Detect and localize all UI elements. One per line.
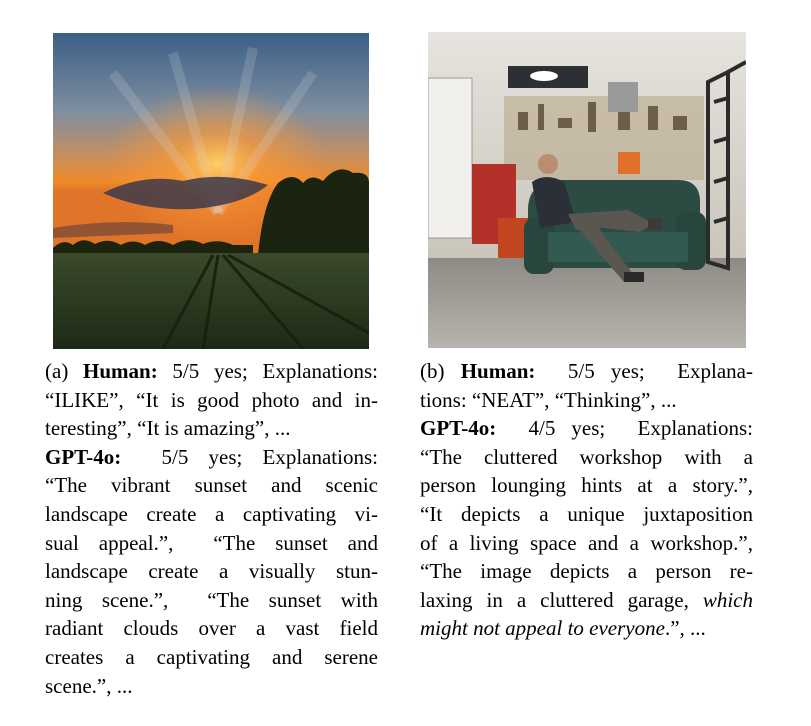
caption-line xyxy=(45,386,378,415)
caption-text: teresting”, “It is amazing”, ... xyxy=(45,416,291,441)
caption-b-gpt4o xyxy=(420,414,753,643)
caption-emphasis: which xyxy=(702,587,753,612)
caption-label: Human: xyxy=(83,359,158,383)
caption-line xyxy=(45,443,378,472)
caption-text: (b) xyxy=(420,359,461,383)
caption-text: “The cluttered workshop with a xyxy=(420,444,753,469)
caption-line xyxy=(420,414,753,443)
caption-text: (a) xyxy=(45,359,84,383)
caption-line xyxy=(45,557,378,586)
caption-text: landscape create a visually stun- xyxy=(45,559,378,584)
caption-line xyxy=(45,586,378,615)
caption-a xyxy=(45,357,378,700)
caption-text: “ILIKE”, “It is good photo and in- xyxy=(45,387,378,412)
caption-line xyxy=(45,500,378,529)
caption-line xyxy=(420,443,753,472)
caption-label: GPT-4o: xyxy=(45,444,122,469)
caption-text: ning scene.”, “The sunset with xyxy=(45,587,378,612)
caption-text: .”, ... xyxy=(664,616,706,641)
caption-line xyxy=(45,529,378,558)
caption-a-gpt4o xyxy=(45,443,378,700)
caption-line xyxy=(420,614,753,643)
caption-text: 5/5 yes; Explana- xyxy=(535,359,753,383)
caption-label: Human: xyxy=(460,359,536,383)
caption-b xyxy=(420,357,753,643)
caption-line xyxy=(420,357,753,386)
caption-text: 5/5 yes; Explanations: xyxy=(121,444,378,469)
caption-label: GPT-4o: xyxy=(420,416,497,441)
caption-text: person lounging hints at a story.”, xyxy=(420,473,753,498)
caption-line xyxy=(420,500,753,529)
caption-text: radiant clouds over a vast field xyxy=(45,616,378,641)
caption-text: sual appeal.”, “The sunset and xyxy=(45,530,378,555)
caption-line xyxy=(45,414,378,443)
caption-line xyxy=(420,529,753,558)
caption-text: of a living space and a workshop.”, xyxy=(420,530,753,555)
caption-line xyxy=(45,672,378,701)
caption-line xyxy=(45,471,378,500)
caption-line xyxy=(45,643,378,672)
caption-a-human xyxy=(45,357,378,443)
caption-b-human xyxy=(420,357,753,414)
caption-text: 5/5 yes; Explanations: xyxy=(157,359,378,383)
caption-text: creates a captivating and serene xyxy=(45,644,378,669)
caption-line xyxy=(420,386,753,415)
caption-text: landscape create a captivating vi- xyxy=(45,501,378,526)
caption-line xyxy=(45,614,378,643)
caption-text: 4/5 yes; Explanations: xyxy=(496,416,753,441)
caption-text: “It depicts a unique juxtaposition xyxy=(420,501,753,526)
caption-text: “The vibrant sunset and scenic xyxy=(45,473,378,498)
caption-line xyxy=(420,586,753,615)
caption-line xyxy=(420,557,753,586)
caption-line xyxy=(420,471,753,500)
caption-text: tions: “NEAT”, “Thinking”, ... xyxy=(420,387,677,412)
caption-emphasis: might not appeal to everyone xyxy=(420,616,665,641)
caption-line xyxy=(45,357,378,386)
caption-text: scene.”, ... xyxy=(45,673,133,698)
caption-text: “The image depicts a person re- xyxy=(420,559,753,584)
workshop-photo xyxy=(428,32,746,348)
caption-text: laxing in a cluttered garage, xyxy=(420,587,703,612)
sunset-field-photo xyxy=(53,33,369,349)
